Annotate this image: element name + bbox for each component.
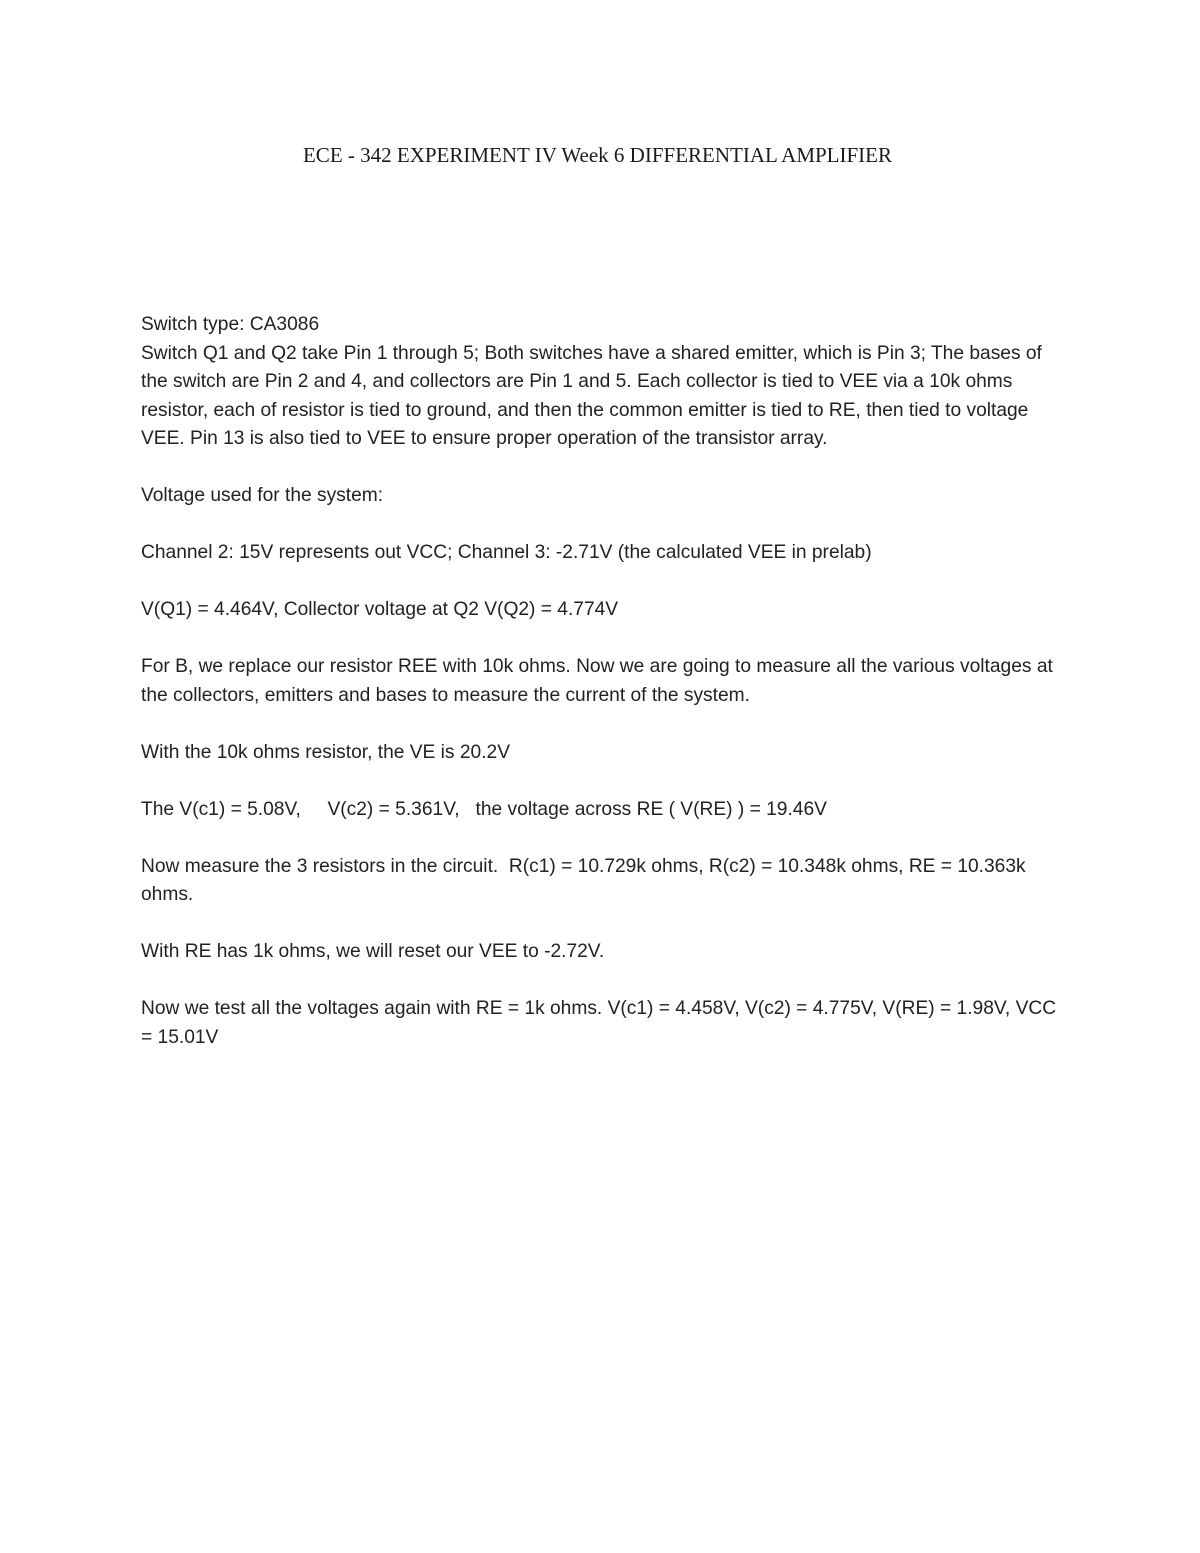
paragraph-ve-10k: With the 10k ohms resistor, the VE is 20.2V <box>141 741 510 763</box>
paragraph-q-voltages: V(Q1) = 4.464V, Collector voltage at Q2 V(Q2) = 4.774V <box>141 599 619 620</box>
document-title: ECE - 342 EXPERIMENT IV Week 6 DIFFERENTIAL AMPLIFIER <box>302 143 892 167</box>
paragraph-reset-vee: With RE has 1k ohms, we will reset our VEE to -2.72V. <box>141 941 605 962</box>
paragraph-switch-description: Switch Q1 and Q2 take Pin 1 through 5; Both switches have a shared emitter, which is Pin 3; The bases of the switch are Pin 2 and 4, and collectors are Pin 1 and 5. Each collector is tied to VEE via a 10k ohms resistor, each of resistor is tied to ground, and then the common emitter is tied to RE, then tied to voltage VEE. Pin 13 is also tied to VEE to ensure proper operation of the transistor array. <box>141 342 1048 449</box>
paragraph-part-b: For B, we replace our resistor REE with 10k ohms. Now we are going to measure all the various voltages at the collectors, emitters and bases to measure the current of the system. <box>141 656 1059 706</box>
paragraph-channels: Channel 2: 15V represents out VCC; Channel 3: -2.71V (the calculated VEE in prelab) <box>141 542 872 563</box>
paragraph-voltage-heading: Voltage used for the system: <box>141 485 384 506</box>
paragraph-retest-voltages: Now we test all the voltages again with RE = 1k ohms. V(c1) = 4.458V, V(c2) = 4.775V, V(RE) = 1.98V, VCC = 15.01V <box>141 998 1062 1048</box>
paragraph-collector-voltages: The V(c1) = 5.08V, V(c2) = 5.361V, the voltage across RE ( V(RE) ) = 19.46V <box>141 798 827 820</box>
paragraph-switch-type: Switch type: CA3086 <box>141 314 320 335</box>
paragraph-resistor-measurements: Now measure the 3 resistors in the circuit. R(c1) = 10.729k ohms, R(c2) = 10.348k ohms, RE = 10.363k ohms. <box>141 855 1031 905</box>
document-body <box>141 311 1066 1081</box>
